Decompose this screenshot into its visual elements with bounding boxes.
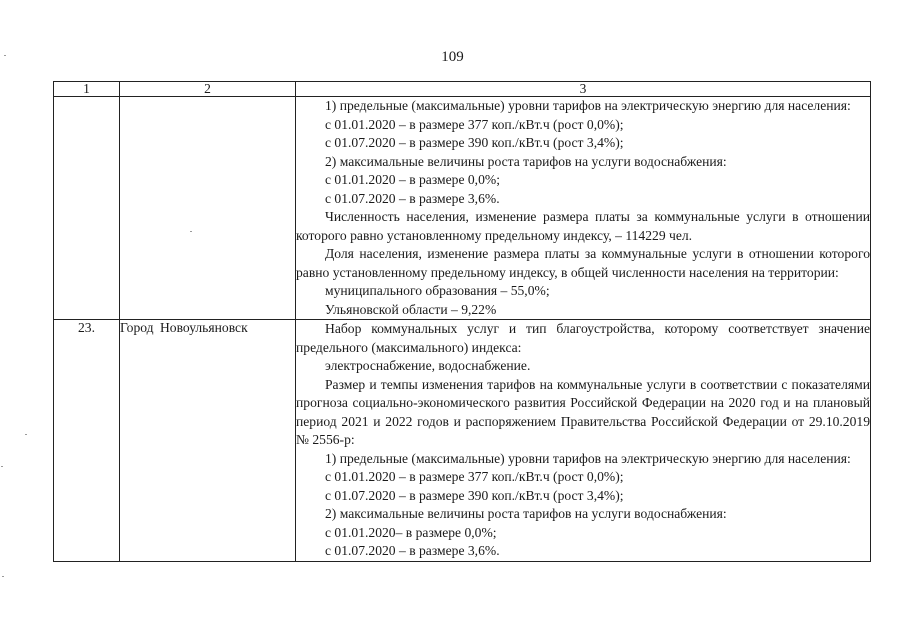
tariff-details-cell <box>296 320 871 562</box>
text-line: с 01.01.2020 – в размере 0,0%; <box>325 172 500 187</box>
row-number-cell: 23. <box>54 320 120 562</box>
header-col-3: 3 <box>296 82 871 97</box>
paragraph: 1) предельные (максимальные) уровни тарифов на электрическую энергию для населения: <box>325 450 851 466</box>
municipality-cell <box>120 97 296 320</box>
text-line: 2) максимальные величины роста тарифов на услуги водоснабжения: <box>325 153 727 169</box>
tariff-details-cell <box>296 97 871 320</box>
table-row-continuation <box>54 97 871 320</box>
paragraph: Набор коммунальных услуг и тип благоустройства, которому соответствует значение предельного (максимального) индекса: <box>296 321 870 355</box>
text-line: 2) максимальные величины роста тарифов на услуги водоснабжения: <box>325 506 727 521</box>
scan-speck <box>190 231 192 232</box>
paragraph: Доля населения, изменение размера платы за коммунальные услуги в отношении которого равно установленному предельному индексу, в общей численности населения на территории: <box>296 246 870 280</box>
text-line: с 01.01.2020 – в размере 377 коп./кВт.ч (рост 0,0%); <box>325 116 624 132</box>
municipality-cell: Город Новоульяновск <box>120 320 296 562</box>
text-line: электроснабжение, водоснабжение. <box>325 358 531 373</box>
text-line: с 01.01.2020– в размере 0,0%; <box>325 524 497 540</box>
table-row-23 <box>54 320 871 562</box>
row-number-cell <box>54 97 120 320</box>
text-line: с 01.07.2020 – в размере 390 коп./кВт.ч (рост 3,4%); <box>325 487 624 503</box>
paragraph: Численность населения, изменение размера платы за коммунальные услуги в отношении которого равно установленному предельному индексу, – 114229 чел. <box>296 209 870 243</box>
text-line: с 01.07.2020 – в размере 390 коп./кВт.ч (рост 3,4%); <box>325 135 624 150</box>
header-row <box>54 82 871 97</box>
scan-speck <box>2 576 4 577</box>
header-col-1: 1 <box>54 82 120 97</box>
paragraph: Размер и темпы изменения тарифов на коммунальные услуги в соответствии с показателями прогноза социально-экономического развития Российской Федерации на 2020 год и на плановый период 2021 и 2022 годов и распоряжением Правительства Российской Федерации от 29.10.2019 № 2556-р: <box>296 376 870 447</box>
scan-speck <box>4 55 6 56</box>
paragraph: 1) предельные (максимальные) уровни тарифов на электрическую энергию для населения: <box>325 98 851 113</box>
text-line: муниципального образования – 55,0%; <box>325 283 550 298</box>
scan-speck <box>25 434 27 435</box>
text-line: с 01.01.2020 – в размере 377 коп./кВт.ч (рост 0,0%); <box>325 469 624 484</box>
scan-speck <box>1 466 3 467</box>
text-line: Ульяновской области – 9,22% <box>325 301 497 317</box>
text-line: с 01.07.2020 – в размере 3,6%. <box>325 190 500 206</box>
page-number: 109 <box>441 49 464 65</box>
tariff-table <box>53 81 871 562</box>
text-line: с 01.07.2020 – в размере 3,6%. <box>325 543 500 558</box>
header-col-2: 2 <box>120 82 296 97</box>
